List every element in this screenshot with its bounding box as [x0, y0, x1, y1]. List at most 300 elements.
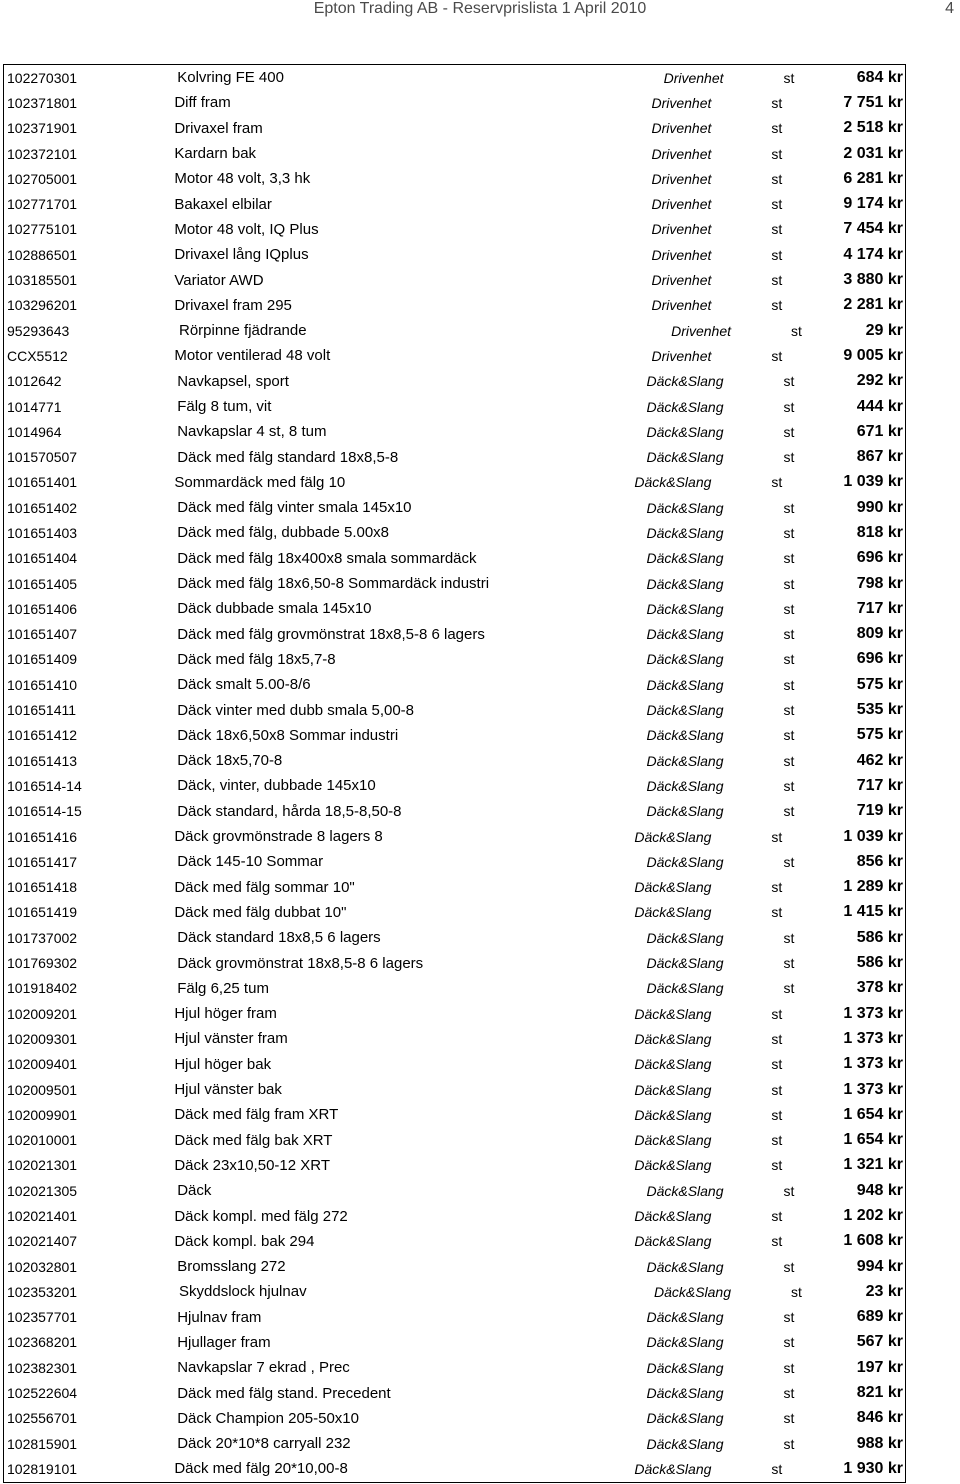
table-row: [4, 1178, 905, 1203]
part-number: 102270301: [7, 69, 78, 86]
table-row: [4, 1431, 905, 1456]
unit: st: [771, 904, 783, 921]
price-list-table: [3, 64, 906, 1483]
table-row: [4, 1406, 905, 1431]
part-description: Däck smalt 5.00-8/6: [177, 676, 311, 694]
part-category: Däck&Slang: [634, 1157, 712, 1174]
table-row: [4, 748, 905, 773]
price: 567 kr: [856, 1333, 903, 1351]
part-category: Drivenhet: [671, 322, 731, 339]
part-number: 1012642: [7, 373, 62, 390]
part-number: 101570507: [7, 449, 78, 466]
document-title: Epton Trading AB - Reservprislista 1 April 2010: [313, 0, 647, 17]
price: 4 174 kr: [843, 245, 903, 263]
part-category: Däck&Slang: [646, 752, 724, 769]
price: 7 454 kr: [843, 220, 903, 238]
part-description: Navkapsel, sport: [177, 372, 289, 390]
part-number: 95293643: [7, 322, 70, 339]
price: 292 kr: [856, 372, 903, 390]
price: 809 kr: [856, 625, 903, 643]
table-row: [4, 849, 905, 874]
part-number: 101737002: [7, 929, 78, 946]
part-description: Däck 23x10,50-12 XRT: [174, 1156, 330, 1174]
part-category: Däck&Slang: [646, 777, 724, 794]
part-description: Däck: [177, 1182, 212, 1200]
table-row: [4, 394, 905, 419]
price: 719 kr: [856, 802, 903, 820]
part-category: Drivenhet: [651, 297, 712, 314]
price: 948 kr: [856, 1181, 903, 1199]
table-row: [4, 318, 905, 343]
part-category: Däck&Slang: [634, 1081, 712, 1098]
unit: st: [783, 853, 795, 870]
part-category: Däck&Slang: [646, 955, 724, 972]
part-category: Däck&Slang: [634, 1208, 712, 1224]
part-category: Däck&Slang: [646, 1258, 724, 1275]
table-row: [4, 1077, 905, 1102]
unit: st: [771, 1005, 783, 1022]
price: 586 kr: [856, 954, 903, 972]
part-description: Däck med fälg 20*10,00-8: [174, 1460, 348, 1478]
part-number: 102522604: [7, 1385, 78, 1402]
unit: st: [771, 145, 783, 162]
part-category: Däck&Slang: [646, 1385, 724, 1402]
page-header: [0, 0, 960, 22]
part-description: Hjul vänster fram: [174, 1030, 288, 1048]
unit: st: [783, 651, 795, 668]
part-description: Däck standard, hårda 18,5-8,50-8: [177, 802, 402, 820]
table-row: [4, 1052, 905, 1077]
part-description: Däck vinter med dubb smala 5,00-8: [177, 701, 415, 719]
table-row: [4, 191, 905, 216]
part-category: Drivenhet: [651, 246, 712, 263]
part-number: 101651416: [7, 828, 78, 845]
price: 2 281 kr: [843, 296, 903, 314]
price: 3 880 kr: [843, 271, 903, 289]
part-number: 102368201: [7, 1334, 78, 1351]
unit: st: [771, 170, 783, 187]
part-number: 102357701: [7, 1309, 78, 1326]
table-row: [4, 1254, 905, 1279]
part-number: 101651403: [7, 524, 78, 541]
part-description: Däck med fälg sommar 10": [174, 878, 355, 896]
unit: st: [783, 1435, 795, 1452]
price: 689 kr: [856, 1308, 903, 1326]
price: 29 kr: [865, 321, 903, 339]
unit: st: [771, 474, 783, 491]
table-row: [4, 1203, 905, 1228]
part-category: Däck&Slang: [646, 727, 724, 744]
part-number: 101651402: [7, 499, 78, 516]
part-category: Däck&Slang: [646, 1435, 724, 1452]
unit: st: [783, 1182, 795, 1199]
unit: st: [783, 676, 795, 693]
part-description: Däck med fälg 18x5,7-8: [177, 650, 336, 668]
table-row: [4, 217, 905, 242]
part-number: 102815901: [7, 1435, 78, 1452]
table-row: [4, 1380, 905, 1405]
part-number: 101651401: [7, 474, 78, 491]
part-category: Däck&Slang: [646, 1410, 724, 1427]
part-category: Däck&Slang: [646, 676, 724, 693]
unit: st: [791, 1283, 802, 1300]
part-number: 103296201: [7, 297, 78, 314]
part-number: 1016514-15: [7, 803, 82, 820]
table-row: [4, 647, 905, 672]
part-description: Däck med fälg stand. Precedent: [177, 1384, 391, 1402]
part-description: Drivaxel fram: [174, 119, 263, 137]
part-number: CCX5512: [7, 347, 68, 364]
part-category: Drivenhet: [651, 347, 712, 364]
price: 990 kr: [856, 498, 903, 516]
part-number: 102775101: [7, 221, 78, 238]
part-category: Drivenhet: [651, 196, 712, 213]
part-description: Däck kompl. med fälg 272: [174, 1207, 348, 1225]
price: 1 373 kr: [843, 1055, 903, 1073]
unit: st: [783, 1359, 795, 1376]
unit: st: [771, 221, 783, 238]
price: 684 kr: [856, 68, 903, 86]
part-number: 101651412: [7, 727, 78, 744]
unit: st: [771, 1056, 783, 1073]
part-number: 102372101: [7, 145, 78, 162]
part-description: Motor 48 volt, IQ Plus: [174, 220, 319, 238]
table-row: [4, 90, 905, 115]
unit: st: [771, 1030, 783, 1047]
part-number: 1016514-14: [7, 777, 82, 794]
price: 9 174 kr: [843, 195, 903, 213]
unit: st: [771, 1081, 783, 1098]
price: 988 kr: [856, 1434, 903, 1452]
part-category: Däck&Slang: [646, 524, 724, 541]
part-description: Skyddslock hjulnav: [179, 1283, 307, 1301]
part-category: Däck&Slang: [646, 1334, 724, 1351]
part-description: Kardarn bak: [174, 145, 257, 163]
table-row: [4, 875, 905, 900]
price: 575 kr: [856, 675, 903, 693]
table-row: [4, 622, 905, 647]
price: 846 kr: [856, 1409, 903, 1427]
table-row: [4, 950, 905, 975]
price: 7 751 kr: [843, 93, 903, 111]
part-category: Däck&Slang: [634, 904, 712, 921]
price: 575 kr: [856, 726, 903, 744]
part-description: Däck med fälg standard 18x8,5-8: [177, 448, 399, 466]
part-category: Drivenhet: [651, 221, 712, 238]
price: 717 kr: [856, 599, 903, 617]
part-number: 102382301: [7, 1359, 78, 1376]
part-number: 102371901: [7, 120, 78, 137]
unit: st: [771, 1233, 783, 1250]
part-description: Kolvring FE 400: [177, 69, 284, 87]
unit: st: [771, 246, 783, 263]
part-category: Däck&Slang: [646, 651, 724, 668]
table-row: [4, 976, 905, 1001]
unit: st: [771, 1208, 783, 1224]
part-number: 102819101: [7, 1460, 78, 1477]
part-description: Däck med fälg fram XRT: [174, 1106, 339, 1124]
part-category: Däck&Slang: [634, 1233, 712, 1250]
part-number: 101651410: [7, 676, 78, 693]
part-number: 101651418: [7, 879, 78, 896]
part-number: 101651404: [7, 550, 78, 567]
part-number: 102009301: [7, 1030, 78, 1047]
part-description: Däck 18x6,50x8 Sommar industri: [177, 726, 399, 744]
part-description: Däck kompl. bak 294: [174, 1232, 315, 1250]
part-number: 102010001: [7, 1132, 78, 1149]
table-row: [4, 1456, 905, 1481]
unit: st: [783, 373, 795, 390]
table-row: [4, 824, 905, 849]
part-category: Däck&Slang: [646, 803, 724, 820]
table-row: [4, 116, 905, 141]
part-category: Däck&Slang: [646, 575, 724, 592]
table-row: [4, 672, 905, 697]
part-description: Däck grovmönstrade 8 lagers 8: [174, 828, 383, 846]
table-row: [4, 1305, 905, 1330]
part-description: Sommardäck med fälg 10: [174, 473, 346, 491]
part-description: Motor 48 volt, 3,3 hk: [174, 170, 311, 188]
part-description: Navkapslar 4 st, 8 tum: [177, 423, 327, 441]
unit: st: [771, 347, 783, 364]
table-row: [4, 1279, 905, 1304]
part-description: Däck med fälg grovmönstrat 18x8,5-8 6 lagers: [177, 625, 485, 643]
part-category: Däck&Slang: [646, 702, 724, 719]
part-category: Däck&Slang: [646, 1182, 724, 1199]
table-row: [4, 1026, 905, 1051]
table-row: [4, 546, 905, 571]
part-description: Däck 145-10 Sommar: [177, 853, 324, 871]
part-number: 101651406: [7, 600, 78, 617]
price: 867 kr: [856, 448, 903, 466]
price: 535 kr: [856, 701, 903, 719]
part-category: Däck&Slang: [634, 1106, 712, 1123]
part-number: 101651419: [7, 904, 78, 921]
price: 1 373 kr: [843, 1080, 903, 1098]
part-category: Däck&Slang: [646, 550, 724, 567]
unit: st: [783, 524, 795, 541]
part-description: Däck grovmönstrat 18x8,5-8 6 lagers: [177, 954, 424, 972]
unit: st: [783, 727, 795, 744]
part-description: Drivaxel lång IQplus: [174, 246, 309, 264]
part-number: 102556701: [7, 1410, 78, 1427]
unit: st: [783, 423, 795, 440]
table-row: [4, 141, 905, 166]
part-description: Drivaxel fram 295: [174, 296, 292, 314]
table-row: [4, 571, 905, 596]
unit: st: [783, 600, 795, 617]
price: 717 kr: [856, 776, 903, 794]
price: 1 373 kr: [843, 1004, 903, 1022]
part-category: Däck&Slang: [646, 1359, 724, 1376]
table-row: [4, 444, 905, 469]
part-number: 1014964: [7, 423, 62, 440]
part-description: Däck 18x5,70-8: [177, 752, 283, 770]
part-category: Däck&Slang: [646, 1309, 724, 1326]
table-row: [4, 343, 905, 368]
part-description: Rörpinne fjädrande: [179, 322, 307, 340]
price: 1 654 kr: [843, 1105, 903, 1123]
part-description: Däck 20*10*8 carryall 232: [177, 1435, 351, 1453]
table-row: [4, 1153, 905, 1178]
unit: st: [771, 828, 783, 845]
part-category: Drivenhet: [651, 120, 712, 137]
part-description: Däck med fälg bak XRT: [174, 1131, 333, 1149]
part-number: 102032801: [7, 1258, 78, 1275]
table-row: [4, 1001, 905, 1026]
price: 821 kr: [856, 1384, 903, 1402]
unit: st: [771, 1106, 783, 1123]
part-description: Däck med fälg, dubbade 5.00x8: [177, 524, 390, 542]
part-number: 102021401: [7, 1208, 78, 1224]
part-number: 102009401: [7, 1056, 78, 1073]
part-description: Hjullager fram: [177, 1333, 271, 1351]
part-description: Däck Champion 205-50x10: [177, 1409, 359, 1427]
part-category: Däck&Slang: [634, 1030, 712, 1047]
price: 1 415 kr: [843, 903, 903, 921]
part-number: 101651413: [7, 752, 78, 769]
table-row: [4, 1355, 905, 1380]
price: 1 373 kr: [843, 1029, 903, 1047]
price: 798 kr: [856, 574, 903, 592]
part-category: Däck&Slang: [646, 929, 724, 946]
part-category: Däck&Slang: [634, 1005, 712, 1022]
part-category: Däck&Slang: [646, 626, 724, 643]
price: 2 518 kr: [843, 119, 903, 137]
part-number: 102705001: [7, 170, 78, 187]
price: 1 039 kr: [843, 473, 903, 491]
price: 378 kr: [856, 979, 903, 997]
unit: st: [783, 626, 795, 643]
unit: st: [783, 550, 795, 567]
price: 197 kr: [856, 1358, 903, 1376]
table-row: [4, 773, 905, 798]
table-row: [4, 799, 905, 824]
table-row: [4, 419, 905, 444]
price: 671 kr: [856, 422, 903, 440]
price: 2 031 kr: [843, 144, 903, 162]
price: 586 kr: [856, 928, 903, 946]
table-row: [4, 495, 905, 520]
unit: st: [783, 777, 795, 794]
unit: st: [783, 398, 795, 415]
part-number: 102371801: [7, 94, 78, 111]
part-description: Däck standard 18x8,5 6 lagers: [177, 929, 381, 947]
part-number: 1014771: [7, 398, 62, 415]
price: 9 005 kr: [843, 346, 903, 364]
unit: st: [791, 322, 802, 339]
part-category: Däck&Slang: [646, 980, 724, 997]
part-number: 101918402: [7, 980, 78, 997]
unit: st: [783, 1385, 795, 1402]
unit: st: [783, 803, 795, 820]
table-row: [4, 723, 905, 748]
part-number: 102009501: [7, 1081, 78, 1098]
price: 1 289 kr: [843, 878, 903, 896]
part-category: Drivenhet: [663, 69, 724, 86]
unit: st: [783, 449, 795, 466]
part-description: Diff fram: [174, 94, 231, 112]
table-row: [4, 697, 905, 722]
table-row: [4, 470, 905, 495]
part-number: 101651411: [7, 702, 77, 719]
part-number: 102771701: [7, 196, 78, 213]
part-description: Hjul vänster bak: [174, 1081, 282, 1099]
part-category: Däck&Slang: [634, 1460, 712, 1477]
unit: st: [771, 1132, 783, 1149]
part-category: Däck&Slang: [634, 474, 712, 491]
table-row: [4, 242, 905, 267]
price: 444 kr: [856, 397, 903, 415]
part-number: 102009901: [7, 1106, 78, 1123]
part-number: 102353201: [7, 1283, 78, 1300]
part-number: 103185501: [7, 272, 78, 289]
unit: st: [783, 980, 795, 997]
unit: st: [783, 499, 795, 516]
unit: st: [783, 575, 795, 592]
part-number: 102009201: [7, 1005, 78, 1022]
part-category: Drivenhet: [651, 145, 712, 162]
part-description: Däck, vinter, dubbade 145x10: [177, 777, 376, 795]
price: 818 kr: [856, 523, 903, 541]
table-row: [4, 166, 905, 191]
unit: st: [771, 1460, 783, 1477]
unit: st: [783, 1334, 795, 1351]
unit: st: [783, 69, 795, 86]
table-row: [4, 1127, 905, 1152]
part-category: Däck&Slang: [646, 499, 724, 516]
part-category: Däck&Slang: [634, 828, 712, 845]
unit: st: [771, 297, 783, 314]
unit: st: [783, 955, 795, 972]
part-number: 101769302: [7, 955, 78, 972]
part-category: Däck&Slang: [653, 1283, 731, 1300]
table-row: [4, 1229, 905, 1254]
part-category: Däck&Slang: [634, 879, 712, 896]
price: 23 kr: [865, 1282, 903, 1300]
unit: st: [771, 120, 783, 137]
part-category: Däck&Slang: [634, 1132, 712, 1149]
part-description: Bromsslang 272: [177, 1258, 286, 1276]
part-category: Däck&Slang: [646, 423, 724, 440]
part-category: Däck&Slang: [646, 853, 724, 870]
part-description: Fälg 8 tum, vit: [177, 398, 272, 415]
part-category: Drivenhet: [651, 94, 712, 111]
part-number: 101651405: [7, 575, 78, 592]
part-category: Däck&Slang: [646, 600, 724, 617]
part-number: 101651409: [7, 651, 78, 668]
part-description: Däck med fälg 18x400x8 smala sommardäck: [177, 549, 477, 567]
unit: st: [783, 1258, 795, 1275]
table-row: [4, 900, 905, 925]
table-row: [4, 1102, 905, 1127]
price: 1 321 kr: [843, 1156, 903, 1174]
price: 994 kr: [856, 1257, 903, 1275]
price: 6 281 kr: [843, 169, 903, 187]
price: 696 kr: [856, 549, 903, 567]
unit: st: [771, 272, 783, 289]
unit: st: [771, 94, 783, 111]
part-description: Däck med fälg dubbat 10": [174, 903, 347, 921]
part-number: 101651417: [7, 853, 78, 870]
price: 1 039 kr: [843, 827, 903, 845]
unit: st: [783, 929, 795, 946]
table-row: [4, 1330, 905, 1355]
part-description: Variator AWD: [174, 271, 264, 289]
price: 696 kr: [856, 650, 903, 668]
part-category: Däck&Slang: [646, 373, 724, 390]
part-number: 102886501: [7, 246, 78, 263]
